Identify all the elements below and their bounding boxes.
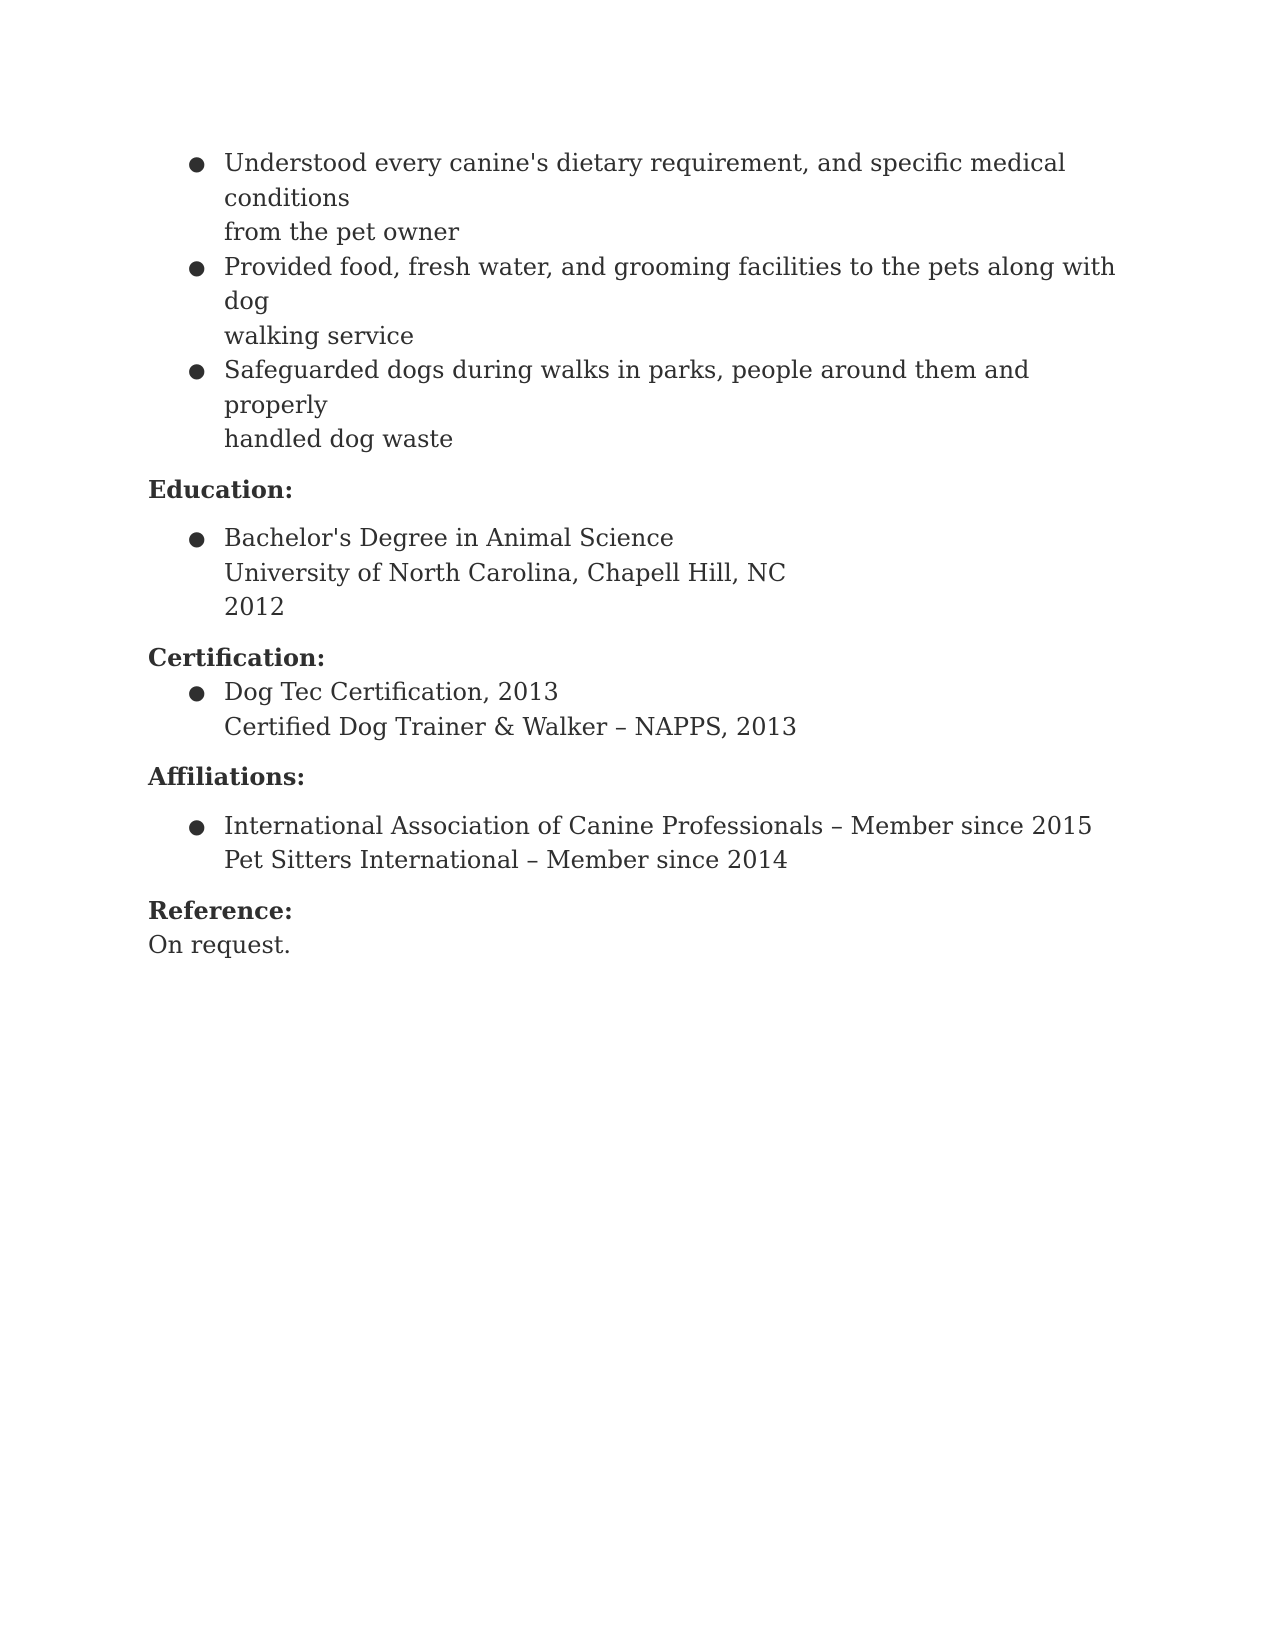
experience-bullet-line: from the pet owner [224,218,460,246]
certification-heading: Certification: [148,642,326,672]
education-year: 2012 [224,593,286,621]
experience-bullet-line: Safeguarded dogs during walks in parks, people around them and properly [224,356,1030,419]
certification-list [148,675,1128,744]
resume-page [148,146,1128,963]
bullet-icon: ● [188,680,206,704]
bullet-icon: ● [188,151,206,175]
bullet-icon: ● [188,254,206,279]
education-heading: Education: [148,474,294,504]
experience-bullet-line: walking service [224,321,415,350]
reference-text: On request. [148,931,292,959]
bullet-icon: ● [188,526,206,550]
experience-bullet-item [148,146,1128,250]
experience-bullet-line: Provided food, fresh water, and grooming facilities to the pets along with dog [224,252,1116,315]
experience-bullet-line: handled dog waste [224,425,454,453]
spacer [148,507,1128,521]
education-degree: Bachelor's Degree in Animal Science [224,524,674,552]
experience-bullet-list [148,146,1128,457]
education-item [148,521,1128,625]
experience-bullet-item [148,250,1128,354]
affiliations-list [148,809,1128,878]
spacer [148,878,1128,894]
bullet-icon: ● [188,813,206,838]
certification-line: Certified Dog Trainer & Walker – NAPPS, 2013 [224,712,798,741]
spacer [148,744,1128,760]
education-school: University of North Carolina, Chapell Hill, NC [224,558,787,587]
certification-item [148,675,1128,744]
spacer [148,457,1128,473]
spacer [148,795,1128,809]
reference-heading: Reference: [148,895,293,925]
affiliation-line: Pet Sitters International – Member since 2014 [224,846,789,874]
bullet-icon: ● [188,358,206,382]
affiliations-heading: Affiliations: [148,762,306,791]
affiliation-item [148,809,1128,878]
certification-line: Dog Tec Certification, 2013 [224,678,559,706]
education-list [148,521,1128,625]
affiliation-line: International Association of Canine Professionals – Member since 2015 [224,811,1093,840]
experience-bullet-item [148,353,1128,457]
experience-bullet-line: Understood every canine's dietary requirement, and specific medical conditions [224,149,1066,212]
spacer [148,625,1128,641]
